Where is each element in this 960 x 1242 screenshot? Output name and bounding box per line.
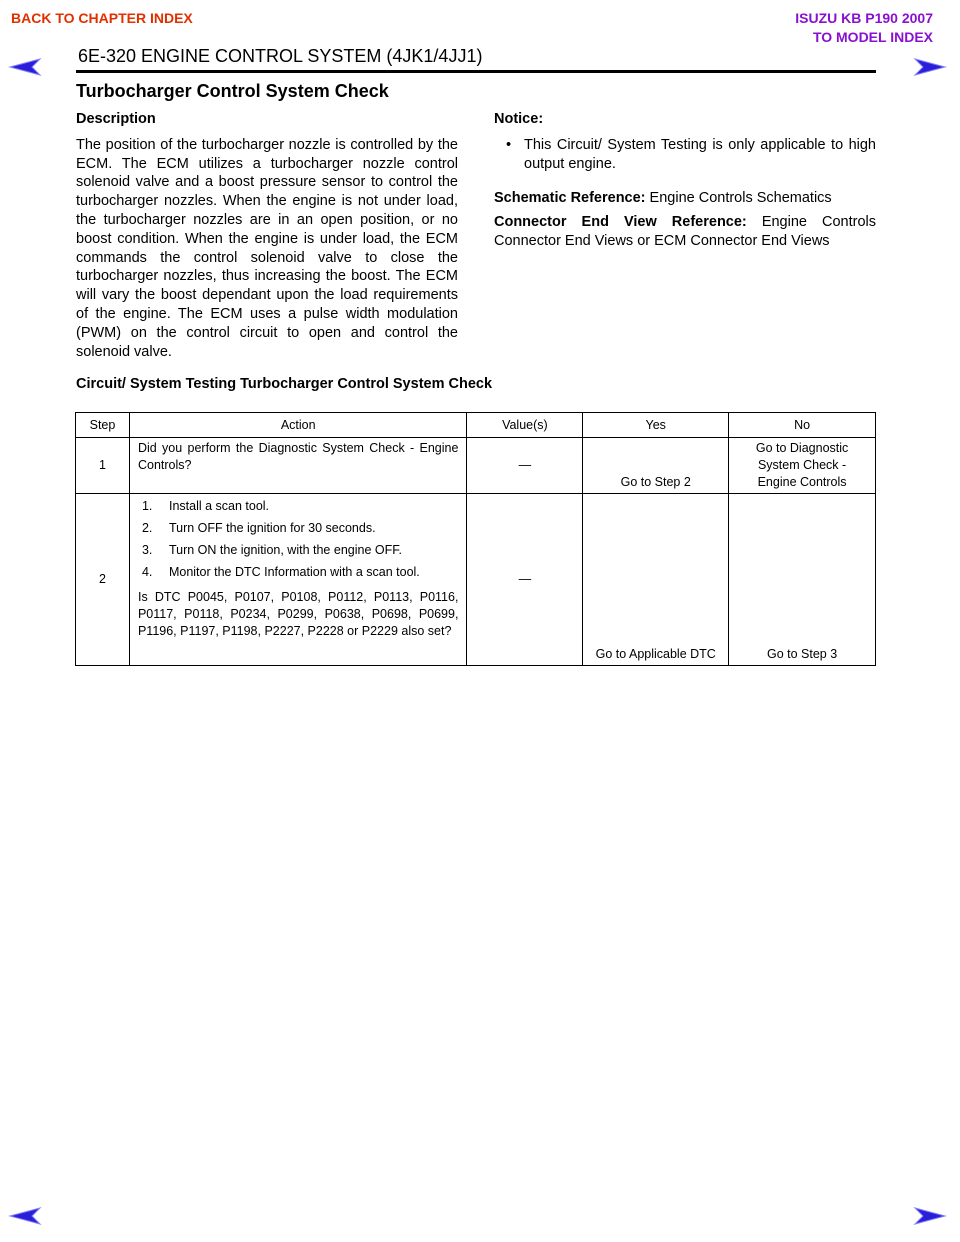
description-column <box>76 110 458 361</box>
table-heading: Circuit/ System Testing Turbocharger Control System Check <box>76 376 493 392</box>
diagnostic-table <box>75 412 876 666</box>
section-title: Turbocharger Control System Check <box>76 81 389 101</box>
step-number: 2 <box>76 494 130 666</box>
to-model-index-link[interactable]: TO MODEL INDEX <box>812 29 933 45</box>
notice-item <box>494 136 876 174</box>
schematic-reference-label: Schematic Reference: <box>494 190 646 207</box>
notice-heading: Notice: <box>494 111 544 127</box>
substep-number: 1. <box>141 499 153 513</box>
list-item <box>138 520 458 537</box>
header-divider <box>76 70 876 73</box>
yes-action: Go to Step 2 <box>583 438 729 494</box>
description-heading: Description <box>76 111 156 127</box>
connector-end-view-reference <box>494 213 876 251</box>
column-header-no: No <box>729 413 876 438</box>
substep-number: 3. <box>141 543 153 557</box>
description-text: The position of the turbocharger nozzle is controlled by the ECM. The ECM utilizes a turbocharger nozzle control solenoid valve and a boost pressure sensor to control the turbocharger nozzles. When the engine is not under load, the turbocharger nozzles are in an open position, or no boost condition. When the engine is under load, the ECM commands the control solenoid valve to close the turbocharger nozzles, thus increasing the boost. The ECM will vary the boost dependant upon the load requirements of the engine. The ECM uses a pulse width modulation (PWM) on the control circuit to open and control the solenoid valve. <box>76 136 458 360</box>
value-cell: — <box>467 438 583 494</box>
no-action: Go to Diagnostic System Check - Engine Controls <box>729 438 876 494</box>
substep-text: Monitor the DTC Information with a scan tool. <box>168 565 420 579</box>
schematic-reference <box>494 189 876 208</box>
substep-text: Install a scan tool. <box>168 499 270 513</box>
list-item <box>138 564 458 581</box>
substep-number: 2. <box>141 521 153 535</box>
substep-number: 4. <box>141 565 153 579</box>
back-to-chapter-index-link[interactable]: BACK TO CHAPTER INDEX <box>11 10 193 26</box>
list-item <box>138 498 458 515</box>
column-header-step: Step <box>76 413 130 438</box>
bullet: • <box>506 136 512 153</box>
substep-text: Turn ON the ignition, with the engine OFF. <box>168 543 402 557</box>
yes-action: Go to Applicable DTC <box>583 494 729 666</box>
dtc-question: Is DTC P0045, P0107, P0108, P0112, P0113, P0116, P0117, P0118, P0234, P0299, P0638, P0698, P0699, P1196, P1197, P1198, P2227, P2228 or P2229 also set? <box>137 590 459 638</box>
notice-column <box>494 110 876 256</box>
action-cell <box>129 494 466 666</box>
page-title: 6E-320 ENGINE CONTROL SYSTEM (4JK1/4JJ1) <box>78 46 483 66</box>
table-header-row <box>76 413 876 438</box>
model-title: ISUZU KB P190 2007 <box>795 10 933 26</box>
action-text: Did you perform the Diagnostic System Check - Engine Controls? <box>129 438 466 494</box>
notice-item-text: This Circuit/ System Testing is only applicable to high output engine. <box>524 136 876 172</box>
column-header-values: Value(s) <box>467 413 583 438</box>
table-row <box>76 494 876 666</box>
arrow-left-icon[interactable] <box>8 1206 42 1226</box>
column-header-action: Action <box>129 413 466 438</box>
connector-reference-label: Connector End View Reference: <box>494 214 747 231</box>
table-row <box>76 438 876 494</box>
list-item <box>138 542 458 559</box>
arrow-right-icon[interactable] <box>913 1206 947 1226</box>
value-cell: — <box>467 494 583 666</box>
substep-list <box>138 498 458 581</box>
no-action: Go to Step 3 <box>729 494 876 666</box>
step-number: 1 <box>76 438 130 494</box>
substep-text: Turn OFF the ignition for 30 seconds. <box>168 521 376 535</box>
arrow-right-icon[interactable] <box>913 57 947 77</box>
column-header-yes: Yes <box>583 413 729 438</box>
arrow-left-icon[interactable] <box>8 57 42 77</box>
connector-reference-value: Engine Controls Connector End Views or ECM Connector End Views <box>494 214 877 249</box>
schematic-reference-value: Engine Controls Schematics <box>645 190 832 207</box>
